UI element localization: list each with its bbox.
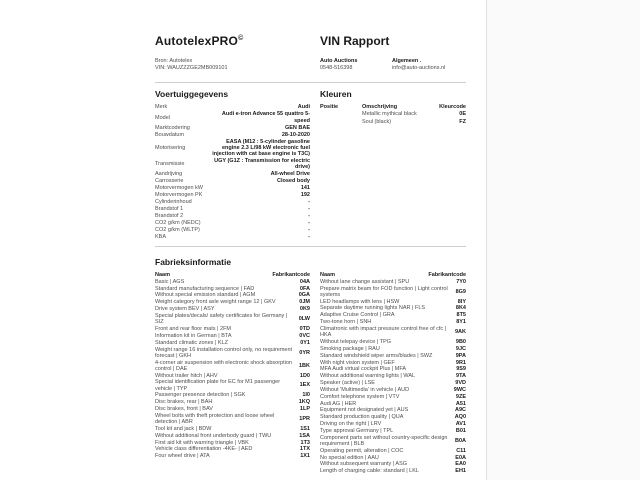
field-value: GEN BAE bbox=[284, 124, 310, 131]
table-row bbox=[155, 185, 310, 192]
table-row bbox=[155, 206, 310, 213]
option-code: 9PA bbox=[455, 352, 466, 359]
option-code: AV1 bbox=[455, 421, 466, 428]
option-code: E0A bbox=[455, 454, 466, 461]
column-gap bbox=[310, 89, 320, 241]
option-code: 1S1 bbox=[300, 425, 310, 432]
option-name: Without 'Multimedia' in vehicle | AUD bbox=[320, 386, 410, 393]
option-code: B0A bbox=[454, 437, 466, 444]
voertuiggegevens-section bbox=[155, 89, 310, 241]
table-row bbox=[320, 111, 466, 118]
kleuren-header-kleurcode: Kleurcode bbox=[439, 104, 466, 111]
option-name: Disc brakes, front | BAV bbox=[155, 406, 213, 413]
option-name: Smoking package | RAU bbox=[320, 345, 380, 352]
table-row bbox=[155, 285, 310, 292]
table-row bbox=[155, 392, 310, 399]
option-name: Climatronic with impact pressure control free of cfc | HKA bbox=[320, 325, 447, 339]
option-name: Disc brakes, rear | BAH bbox=[155, 399, 213, 406]
table-row bbox=[320, 312, 466, 319]
fabrieks-header-code: Fabrikantcode bbox=[428, 271, 466, 278]
option-code: 8Y1 bbox=[456, 319, 466, 326]
table-row bbox=[320, 428, 466, 435]
option-name: Separate daytime running lights NAR | FLS bbox=[320, 305, 426, 312]
option-code: 1PR bbox=[299, 415, 310, 422]
voertuiggegevens-title: Voertuiggegevens bbox=[155, 89, 229, 99]
table-row bbox=[155, 138, 310, 157]
table-row bbox=[320, 414, 466, 421]
option-code: A9C bbox=[454, 407, 466, 414]
option-name: Standard manufacturing sequence | FAD bbox=[155, 285, 255, 292]
table-row bbox=[155, 192, 310, 199]
option-name: First aid kit with warning triangle | VBK bbox=[155, 439, 249, 446]
table-row bbox=[320, 387, 466, 394]
table-row bbox=[320, 393, 466, 400]
option-code: 7Y0 bbox=[456, 278, 466, 285]
option-code: 9WC bbox=[453, 386, 466, 393]
report-header bbox=[155, 0, 466, 50]
fabrieksinformatie-columns bbox=[155, 272, 466, 475]
option-name: Wheel bolts with theft protection and loose wheel detection | ABR bbox=[155, 412, 275, 426]
option-name: MFA Audi virtual cockpit Plus | MFA bbox=[320, 366, 407, 373]
table-row bbox=[155, 406, 310, 413]
table-row bbox=[155, 326, 310, 333]
copyright-mark: © bbox=[238, 35, 244, 42]
field-value: Closed body bbox=[276, 178, 310, 185]
field-value: - bbox=[308, 206, 310, 213]
table-row bbox=[320, 319, 466, 326]
company-info bbox=[320, 58, 357, 72]
table-row bbox=[320, 461, 466, 468]
field-value: - bbox=[308, 233, 310, 240]
option-name: Operating permit, alteration | COC bbox=[320, 447, 404, 454]
option-name: Without telepay device | TPG bbox=[320, 338, 392, 345]
field-value: UGY (G1Z : Transmission for electric drive) bbox=[214, 157, 310, 171]
source-line: Bron: Autotelex bbox=[155, 58, 193, 64]
option-code: 1D0 bbox=[299, 372, 310, 379]
column-gap bbox=[310, 272, 320, 475]
option-name: Comfort telephone system | VTV bbox=[320, 393, 400, 400]
fabrieks-header-naam: Naam bbox=[320, 271, 335, 278]
option-code: 1EX bbox=[299, 382, 310, 389]
option-name: Drive system BEV | ASY bbox=[155, 306, 215, 313]
table-row bbox=[320, 305, 466, 312]
option-code: 0GA bbox=[298, 292, 310, 299]
table-row bbox=[155, 111, 310, 124]
fabrieksinformatie-section bbox=[155, 257, 466, 475]
option-code: 8K4 bbox=[455, 305, 466, 312]
table-row bbox=[155, 359, 310, 372]
fabrieks-left-header bbox=[155, 272, 310, 279]
table-row bbox=[320, 298, 466, 305]
kleuren-header-positie: Positie bbox=[320, 104, 339, 111]
omschrijving-cell: Metallic mythical black bbox=[362, 111, 417, 118]
option-name: Two-tone horn | SNH bbox=[320, 319, 372, 326]
option-name: Standard climatic zones | KLZ bbox=[155, 339, 228, 346]
option-code: EA0 bbox=[455, 461, 466, 468]
company-name: Auto Auctions bbox=[320, 58, 358, 64]
kleuren-section bbox=[320, 89, 466, 241]
fabrieks-right-header bbox=[320, 272, 466, 279]
fabrieks-right-column bbox=[320, 272, 466, 475]
option-name: Driving on the right | LRV bbox=[320, 421, 382, 428]
source-info bbox=[155, 58, 228, 72]
option-code: 0YR bbox=[299, 349, 310, 356]
fabrieks-header-naam: Naam bbox=[155, 271, 170, 278]
option-code: 0LW bbox=[298, 316, 310, 323]
option-code: 1LP bbox=[299, 406, 310, 413]
table-row bbox=[155, 131, 310, 138]
table-row bbox=[155, 227, 310, 234]
option-code: 0TD bbox=[299, 325, 310, 332]
option-name: Audi AG | HER bbox=[320, 400, 357, 407]
option-name: Basic | AGS bbox=[155, 278, 185, 285]
option-code: EH1 bbox=[455, 468, 466, 475]
option-name: Without trailer hitch | AHV bbox=[155, 372, 218, 379]
field-label: Motorisering bbox=[155, 144, 186, 151]
option-name: Vehicle class differentiation -4KE- | AED bbox=[155, 446, 253, 453]
contact-name: Algemeen . bbox=[392, 58, 422, 64]
table-row bbox=[155, 339, 310, 346]
option-name: With night vision system | GEF bbox=[320, 359, 395, 366]
field-label: CO2 g/km (WLTP) bbox=[155, 227, 200, 233]
table-row bbox=[320, 118, 466, 125]
table-row bbox=[155, 413, 310, 426]
option-name: Four wheel drive | ATA bbox=[155, 453, 210, 460]
table-row bbox=[155, 346, 310, 359]
option-code: 1X1 bbox=[300, 453, 310, 460]
field-label: Motorvermogen kW bbox=[155, 185, 203, 192]
field-label: KBA bbox=[155, 233, 167, 240]
option-code: 8T5 bbox=[456, 312, 466, 319]
section-divider bbox=[155, 246, 466, 247]
table-row bbox=[320, 380, 466, 387]
table-row bbox=[155, 426, 310, 433]
table-row bbox=[155, 299, 310, 306]
option-code: A51 bbox=[455, 400, 466, 407]
table-row bbox=[155, 234, 310, 241]
field-label: Merk bbox=[155, 104, 168, 111]
kleuren-header-omschrijving: Omschrijving bbox=[362, 104, 398, 111]
vin-line: VIN: WAUZZZGE2MB009101 bbox=[155, 64, 228, 71]
option-name: Without additional warning lights | WAL bbox=[320, 373, 416, 380]
table-row bbox=[155, 171, 310, 178]
option-code: 8G9 bbox=[455, 288, 466, 295]
table-row bbox=[155, 199, 310, 206]
option-name: Information kit in German | BTA bbox=[155, 332, 232, 339]
option-code: 9JC bbox=[455, 345, 466, 352]
option-name: Weight category front axle weight range 12 | GKV bbox=[155, 299, 276, 306]
option-code: B01 bbox=[455, 427, 466, 434]
field-value: All-wheel Drive bbox=[270, 171, 310, 178]
field-label: Cylinderinhoud bbox=[155, 199, 192, 206]
table-row bbox=[320, 352, 466, 359]
option-name: Adaptive Cruise Control | GRA bbox=[320, 312, 395, 319]
table-row bbox=[155, 446, 310, 453]
table-row bbox=[320, 407, 466, 414]
option-code: 9B0 bbox=[455, 338, 466, 345]
table-row bbox=[320, 454, 466, 461]
field-label: Carrosserie bbox=[155, 178, 184, 185]
option-name: No special edition | AAU bbox=[320, 454, 379, 461]
table-row bbox=[155, 332, 310, 339]
table-row bbox=[155, 213, 310, 220]
option-code: 8IY bbox=[457, 298, 466, 305]
field-label: Brandstof 1 bbox=[155, 206, 184, 213]
field-label: Motorvermogen PK bbox=[155, 192, 203, 199]
option-code: 1I0 bbox=[302, 392, 310, 399]
option-name: Component parts set without country-specific design requirement | BLB bbox=[320, 434, 448, 447]
table-row bbox=[320, 285, 466, 298]
option-name: Standard windshield wiper arms/blades | SWZ bbox=[320, 352, 433, 359]
table-row bbox=[320, 373, 466, 380]
field-value: 28-10-2020 bbox=[281, 131, 310, 138]
kleurcode-cell: 0E bbox=[459, 111, 466, 118]
option-name: Length of charging cable: standard | LKL bbox=[320, 468, 419, 475]
kleuren-title: Kleuren bbox=[320, 89, 352, 99]
option-code: 9R1 bbox=[455, 359, 466, 366]
table-row bbox=[155, 379, 310, 392]
field-value: - bbox=[308, 213, 310, 220]
option-name: Without subsequent warranty | ASG bbox=[320, 461, 408, 468]
table-row bbox=[320, 345, 466, 352]
vehicle-and-colors-section bbox=[155, 89, 466, 241]
option-code: 1TX bbox=[299, 446, 310, 453]
option-code: 1T3 bbox=[300, 439, 310, 446]
option-code: 1SA bbox=[299, 432, 310, 439]
kleuren-header-row bbox=[320, 104, 466, 111]
fabrieks-left-rows bbox=[155, 278, 310, 459]
table-row bbox=[155, 158, 310, 171]
option-code: 0K9 bbox=[299, 306, 310, 313]
positie-cell bbox=[320, 119, 362, 125]
table-row bbox=[155, 399, 310, 406]
voertuiggegevens-rows bbox=[155, 104, 310, 241]
table-row bbox=[320, 421, 466, 428]
field-value: - bbox=[308, 226, 310, 233]
field-label: Model bbox=[155, 114, 170, 121]
option-name: Speaker (active) | LSE bbox=[320, 380, 375, 387]
table-row bbox=[155, 178, 310, 185]
option-code: 9ZE bbox=[455, 393, 466, 400]
option-name: Without additional front underbody guard | TWU bbox=[155, 432, 272, 439]
positie-cell bbox=[320, 111, 362, 117]
option-name: 4-corner air suspension with electronic shock absorption control | DAE bbox=[155, 359, 292, 372]
field-value: - bbox=[308, 199, 310, 206]
report-meta bbox=[155, 58, 466, 80]
table-row bbox=[155, 439, 310, 446]
option-code: 0Y1 bbox=[300, 339, 310, 346]
fabrieksinformatie-title: Fabrieksinformatie bbox=[155, 256, 232, 267]
contact-email: info@auto-auctions.nl bbox=[392, 64, 446, 71]
option-name: Type approval Germany | TPL bbox=[320, 427, 394, 434]
table-row bbox=[320, 434, 466, 447]
kleuren-rows bbox=[320, 111, 466, 125]
table-row bbox=[320, 326, 466, 339]
option-code: 1BK bbox=[298, 362, 310, 369]
contact-info bbox=[392, 58, 445, 72]
option-code: 9VD bbox=[455, 380, 466, 387]
app-title bbox=[155, 34, 243, 48]
table-row bbox=[320, 468, 466, 475]
kleurcode-cell: FZ bbox=[459, 118, 466, 125]
option-name: Special identification plate for EC for M1 passenger vehicle | TYP bbox=[155, 379, 281, 392]
table-row bbox=[155, 292, 310, 299]
option-code: AQ0 bbox=[454, 414, 466, 421]
table-row bbox=[155, 104, 310, 111]
table-row bbox=[155, 124, 310, 131]
option-code: 9TA bbox=[456, 373, 466, 380]
fabrieks-left-column bbox=[155, 272, 310, 475]
table-row bbox=[320, 447, 466, 454]
option-name: Without lane change assistant | SPU bbox=[320, 278, 410, 285]
field-value: 141 bbox=[300, 185, 310, 192]
fabrieks-header-code: Fabrikantcode bbox=[272, 271, 310, 278]
option-code: C11 bbox=[456, 447, 466, 454]
report-content bbox=[155, 0, 466, 475]
field-label: CO2 g/km (NEDC) bbox=[155, 220, 201, 227]
omschrijving-cell: Soul (black) bbox=[362, 118, 392, 125]
table-row bbox=[155, 313, 310, 326]
table-row bbox=[155, 220, 310, 227]
field-value: EASA (M12 : 5-cylinder gasoline engine 2.3 L/98 kW electronic fuel injection with cat base engine is T3C) bbox=[212, 138, 310, 157]
option-name: Weight range 16 installation control only, no requirement forecast | GKH bbox=[155, 346, 293, 359]
table-row bbox=[320, 366, 466, 373]
option-code: 9S9 bbox=[456, 366, 466, 373]
table-row bbox=[155, 306, 310, 313]
table-row bbox=[155, 278, 310, 285]
table-row bbox=[320, 339, 466, 346]
option-code: 04A bbox=[299, 278, 310, 285]
table-row bbox=[155, 432, 310, 439]
option-code: 0JM bbox=[299, 299, 310, 306]
report-title: VIN Rapport bbox=[320, 34, 390, 48]
table-row bbox=[155, 372, 310, 379]
option-code: 0FA bbox=[299, 285, 310, 292]
table-row bbox=[320, 400, 466, 407]
option-name: Prepare matrix beam for FOD function | Light control systems bbox=[320, 285, 448, 298]
field-value: Audi e-tron Advance 55 quattro 5-speed bbox=[221, 111, 310, 124]
field-value: - bbox=[308, 220, 310, 226]
option-name: Tool kit and jack | BDW bbox=[155, 425, 212, 432]
field-value: 192 bbox=[300, 192, 310, 199]
option-code: 1KQ bbox=[298, 399, 310, 406]
header-divider bbox=[155, 82, 466, 83]
option-code: 0VC bbox=[299, 332, 310, 339]
table-row bbox=[155, 453, 310, 460]
app-title-text: AutotelexPRO bbox=[155, 34, 239, 48]
field-label: Transmissie bbox=[155, 161, 185, 168]
field-label: Marktcodering bbox=[155, 124, 190, 131]
table-row bbox=[320, 278, 466, 285]
option-name: Front and rear floor mats | 2FM bbox=[155, 325, 232, 332]
field-label: Aandrijving bbox=[155, 171, 183, 178]
company-phone: 0548-516398 bbox=[320, 64, 353, 71]
field-value: Audi bbox=[297, 104, 310, 111]
fabrieks-right-rows bbox=[320, 278, 466, 474]
option-name: Equipment not designated yet | AUS bbox=[320, 407, 409, 414]
field-label: Bouwdatum bbox=[155, 131, 185, 138]
option-name: Special plates/decals/ safety certificates for Germany | SIZ bbox=[155, 312, 288, 326]
option-name: LED headlamps with lens | HSW bbox=[320, 298, 400, 305]
field-label: Brandstof 2 bbox=[155, 213, 184, 220]
table-row bbox=[320, 359, 466, 366]
option-code: 9AK bbox=[454, 329, 466, 336]
option-name: Standard production quality | QUA bbox=[320, 414, 404, 421]
option-name: Without special emission standard | AGM bbox=[155, 292, 256, 299]
option-name: Passenger presence detection | SGK bbox=[155, 392, 246, 399]
